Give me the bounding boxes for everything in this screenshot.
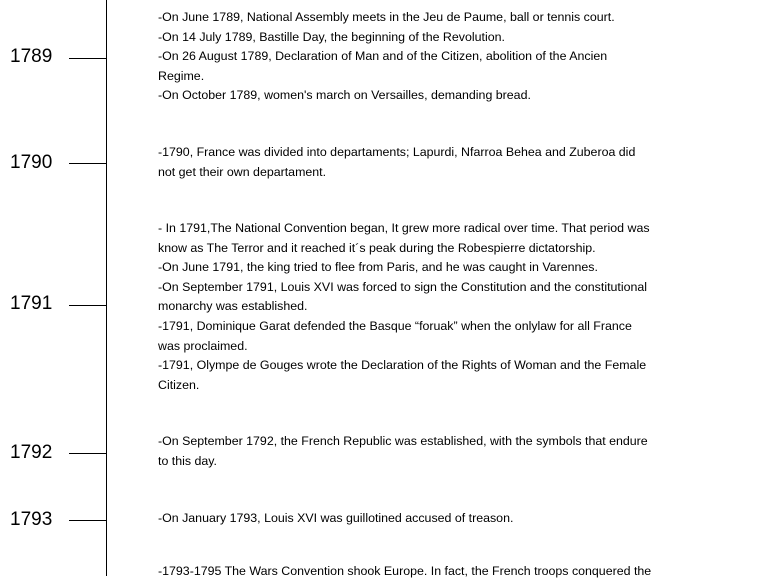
entry-1793-1795 xyxy=(158,562,728,582)
entry-line: not get their own departament. xyxy=(158,164,327,179)
entry-line: -On September 1791, Louis XVI was forced to sign the Constitution and the constitutional xyxy=(158,279,648,294)
entry-1791 xyxy=(158,219,728,395)
year-label-1789: 1789 xyxy=(10,46,53,67)
year-tick-1793 xyxy=(69,520,106,521)
entry-line: -1791, Dominique Garat defended the Basque “foruak” when the onlylaw for all France xyxy=(158,318,632,333)
year-tick-1790 xyxy=(69,163,106,164)
entry-line: -On 26 August 1789, Declaration of Man and of the Citizen, abolition of the Ancien xyxy=(158,49,608,64)
entry-line: -On 14 July 1789, Bastille Day, the beginning of the Revolution. xyxy=(158,29,505,44)
entry-line: -On October 1789, women's march on Versailles, demanding bread. xyxy=(158,88,531,103)
entry-line: - In 1791,The National Convention began, It grew more radical over time. That period was xyxy=(158,221,650,235)
entry-line: -On June 1789, National Assembly meets in the Jeu de Paume, ball or tennis court. xyxy=(158,10,615,24)
entry-line: was proclaimed. xyxy=(158,338,248,353)
entry-line: monarchy was established. xyxy=(158,299,308,314)
entry-line: -On January 1793, Louis XVI was guillotined accused of treason. xyxy=(158,511,514,525)
entry-1793 xyxy=(158,509,728,529)
entry-line: -On June 1791, the king tried to flee from Paris, and he was caught in Varennes. xyxy=(158,260,598,275)
entry-line: to this day. xyxy=(158,453,218,468)
year-tick-1791 xyxy=(69,305,106,306)
entry-line: -1791, Olympe de Gouges wrote the Declaration of the Rights of Woman and the Female xyxy=(158,358,647,373)
year-label-1791: 1791 xyxy=(10,293,53,314)
year-label-1792: 1792 xyxy=(10,442,53,463)
year-tick-1789 xyxy=(69,58,106,59)
year-label-1790: 1790 xyxy=(10,152,53,173)
timeline-axis xyxy=(106,0,107,576)
entry-1792 xyxy=(158,432,728,471)
entry-line: Citizen. xyxy=(158,377,200,392)
year-tick-1792 xyxy=(69,453,106,454)
year-label-1793: 1793 xyxy=(10,509,53,530)
entry-1789 xyxy=(158,8,728,106)
entry-line: know as The Terror and it reached it´s peak during the Robespierre dictatorship. xyxy=(158,240,596,255)
entry-line: -On September 1792, the French Republic was established, with the symbols that endure xyxy=(158,434,648,448)
entry-line: Regime. xyxy=(158,68,205,83)
entry-line: -1793-1795 The Wars Convention shook Europe. In fact, the French troops conquered the xyxy=(158,564,652,578)
entry-line: -1790, France was divided into departaments; Lapurdi, Nfarroa Behea and Zuberoa did xyxy=(158,145,636,159)
entry-1790 xyxy=(158,143,728,182)
